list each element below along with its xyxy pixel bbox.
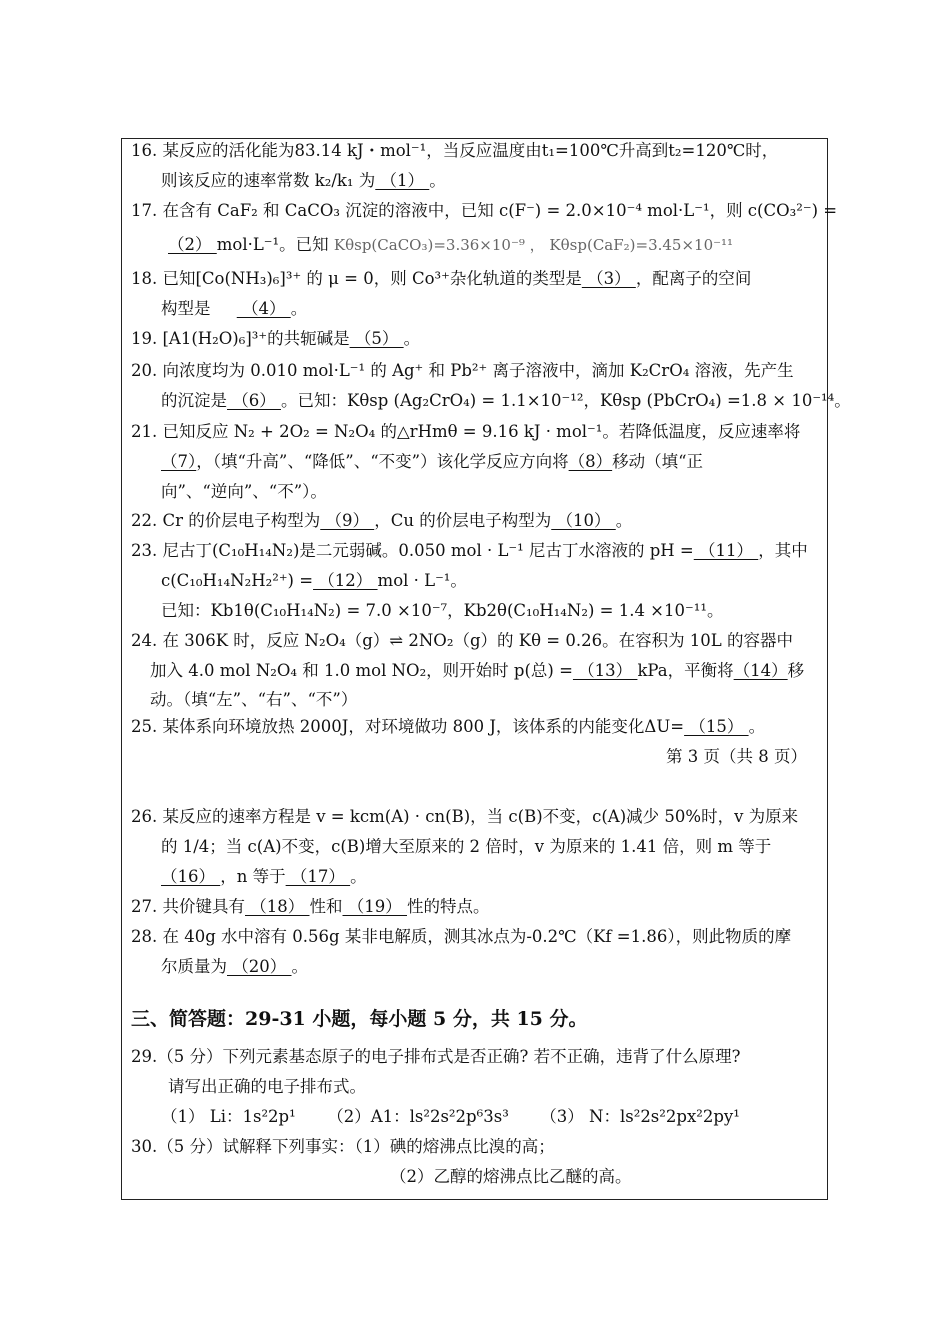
- question-17-line1: 17. 在含有 CaF₂ 和 CaCO₃ 沉淀的溶液中，已知 c(F⁻) = 2.0×10⁻⁴ mol·L⁻¹，则 c(CO₃²⁻) =: [131, 201, 838, 220]
- question-30-line2: （2）乙醇的熔沸点比乙醚的高。: [390, 1167, 632, 1186]
- question-29-line2: 请写出正确的电子排布式。: [168, 1077, 366, 1096]
- blank-20[interactable]: （20）: [227, 957, 292, 976]
- blank-4[interactable]: （4）: [236, 299, 291, 318]
- question-24-line2: 加入 4.0 mol N₂O₄ 和 1.0 mol NO₂，则开始时 p(总) = （13） kPa，平衡将（14）移: [150, 661, 805, 680]
- question-24-line1: 24. 在 306K 时，反应 N₂O₄（g）⇌ 2NO₂（g）的 Kθ = 0.26。在容积为 10L 的容器中: [131, 631, 794, 650]
- blank-1[interactable]: （1）: [375, 171, 430, 190]
- blank-6[interactable]: （6）: [227, 391, 281, 410]
- blank-7[interactable]: （7）: [161, 452, 197, 471]
- question-26-line1: 26. 某反应的速率方程是 v = kcm(A) · cn(B)，当 c(B)不变，c(A)减少 50%时，v 为原来: [131, 807, 799, 826]
- question-16-line2: 则该反应的速率常数 k₂/k₁ 为 （1） 。: [161, 171, 446, 190]
- blank-17[interactable]: （17）: [285, 867, 351, 886]
- question-23-line1: 23. 尼古丁(C₁₀H₁₄N₂)是二元弱碱。0.050 mol · L⁻¹ 尼古丁水溶液的 pH = （11） ，其中: [131, 541, 808, 560]
- question-23-line3: 已知：Kb1θ(C₁₀H₁₄N₂) = 7.0 ×10⁻⁷，Kb2θ(C₁₀H₁₄N₂) = 1.4 ×10⁻¹¹。: [161, 601, 724, 620]
- blank-8[interactable]: （8）: [568, 452, 613, 471]
- question-18-line1: 18. 已知[Co(NH₃)₆]³⁺ 的 μ = 0，则 Co³⁺杂化轨道的类型是 （3） ，配离子的空间: [131, 269, 752, 288]
- blank-13[interactable]: （13）: [572, 661, 638, 680]
- blank-2[interactable]: （2）: [168, 235, 217, 254]
- page-number: 第 3 页（共 8 页）: [666, 747, 807, 766]
- question-22: 22. Cr 的价层电子构型为 （9） ，Cu 的价层电子构型为 （10） 。: [131, 511, 633, 530]
- question-21-line2: （7），（填“升高”、“降低”、“不变”）该化学反应方向将（8）移动（填“正: [161, 452, 704, 471]
- blank-16[interactable]: （16）: [161, 867, 221, 886]
- blank-11[interactable]: （11）: [693, 541, 759, 560]
- question-19: 19. [A1(H₂O)₆]³⁺的共轭碱是 （5） 。: [131, 329, 421, 348]
- blank-9[interactable]: （9）: [320, 511, 375, 530]
- question-24-line3: 动。（填“左”、“右”、“不”）: [150, 690, 358, 709]
- section-3-heading: 三、简答题：29-31 小题，每小题 5 分，共 15 分。: [131, 1008, 588, 1030]
- question-29-line1: 29.（5 分）下列元素基态原子的电子排布式是否正确? 若不正确，违背了什么原理?: [131, 1047, 741, 1066]
- question-16-line1: 16. 某反应的活化能为83.14 kJ・mol⁻¹，当反应温度由t₁=100℃升高到t₂=120℃时，: [131, 141, 779, 160]
- blank-15[interactable]: （15）: [684, 717, 749, 736]
- question-18-line2: 构型是 （4） 。: [161, 299, 308, 318]
- blank-18[interactable]: （18）: [245, 897, 310, 916]
- blank-5[interactable]: （5）: [349, 329, 404, 348]
- question-21-line3: 向”、“逆向”、“不”）。: [161, 482, 327, 501]
- ksp-constants: Kθsp(CaCO₃)=3.36×10⁻⁹ ， Kθsp(CaF₂)=3.45×10⁻¹¹: [333, 236, 734, 254]
- question-23-line2: c(C₁₀H₁₄N₂H₂²⁺) = （12） mol · L⁻¹。: [161, 571, 467, 590]
- blank-14[interactable]: （14）: [733, 661, 788, 680]
- blank-10[interactable]: （10）: [551, 511, 616, 530]
- question-17-line2: （2） mol·L⁻¹。已知 Kθsp(CaCO₃)=3.36×10⁻⁹ ， Kθsp(CaF₂)=3.45×10⁻¹¹: [168, 235, 734, 254]
- question-28-line2: 尔质量为 （20） 。: [161, 957, 308, 976]
- question-29-line3: （1） Li：1s²2p¹ （2）A1：ls²2s²2p⁶3s³ （3） N：ls²2s²2px²2py¹: [161, 1107, 740, 1126]
- question-30-line1: 30.（5 分）试解释下列事实：（1）碘的熔沸点比溴的高；: [131, 1137, 555, 1156]
- question-27: 27. 共价键具有 （18） 性和 （19） 性的特点。: [131, 897, 490, 916]
- question-21-line1: 21. 已知反应 N₂ + 2O₂ = N₂O₄ 的△rHmθ = 9.16 kJ · mol⁻¹。若降低温度，反应速率将: [131, 422, 801, 441]
- question-28-line1: 28. 在 40g 水中溶有 0.56g 某非电解质，测其冰点为-0.2℃（Kf =1.86），则此物质的摩: [131, 927, 792, 946]
- blank-3[interactable]: （3）: [581, 269, 636, 288]
- blank-12[interactable]: （12）: [313, 571, 378, 590]
- blank-19[interactable]: （19）: [342, 897, 407, 916]
- question-20-line1: 20. 向浓度均为 0.010 mol·L⁻¹ 的 Ag⁺ 和 Pb²⁺ 离子溶液中，滴加 K₂CrO₄ 溶液，先产生: [131, 361, 794, 380]
- question-20-line2: 的沉淀是 （6） 。已知：Kθsp (Ag₂CrO₄) = 1.1×10⁻¹²，Kθsp (PbCrO₄) =1.8 × 10⁻¹⁴。: [161, 391, 851, 410]
- question-26-line2: 的 1/4；当 c(A)不变，c(B)增大至原来的 2 倍时，v 为原来的 1.41 倍，则 m 等于: [161, 837, 772, 856]
- question-26-line3: （16） ，n 等于 （17） 。: [161, 867, 367, 886]
- question-25: 25. 某体系向环境放热 2000J，对环境做功 800 J，该体系的内能变化ΔU= （15） 。: [131, 717, 766, 736]
